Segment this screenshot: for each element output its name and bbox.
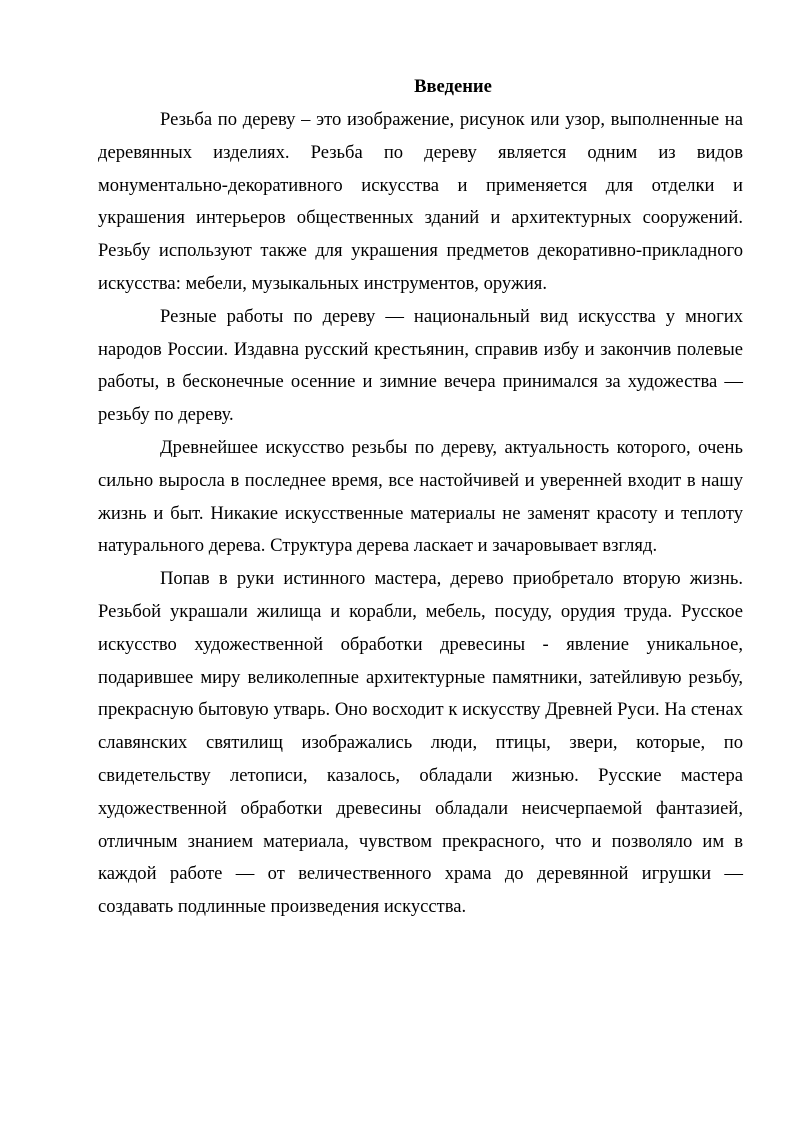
- paragraph-4: Попав в руки истинного мастера, дерево приобретало вторую жизнь. Резьбой украшали жилища и корабли, мебель, посуду, орудия труда. Русское искусство художественной обработки древесины - явление уникальное, подарившее миру великолепные архитектурные памятники, затейливую резьбу, прекрасную бытовую утварь. Оно восходит к искусству Древней Руси. На стенах славянских святилищ изображались люди, птицы, звери, которые, по свидетельству летописи, казалось, обладали жизнью. Русские мастера художественной обработки древесины обладали неисчерпаемой фантазией, отличным знанием материала, чувством прекрасного, что и позволяло им в каждой работе — от величественного храма до деревянной игрушки — создавать подлинные произведения искусства.: [98, 568, 743, 918]
- paragraph-1: Резьба по дереву – это изображение, рисунок или узор, выполненные на деревянных изделиях. Резьба по дереву является одним из видов монументально-декоративного искусства и применяется для отделки и украшения интерьеров общественных зданий и архитектурных сооружений. Резьбу используют также для украшения предметов декоративно-прикладного искусства: мебели, музыкальных инструментов, оружия.: [98, 109, 743, 294]
- document-body: [98, 104, 743, 924]
- paragraph-3: Древнейшее искусство резьбы по дереву, актуальность которого, очень сильно выросла в последнее время, все настойчивей и уверенней входит в нашу жизнь и быт. Никакие искусственные материалы не заменят красоту и теплоту натурального дерева. Структура дерева ласкает и зачаровывает взгляд.: [98, 436, 743, 557]
- paragraph-2: Резные работы по дереву — национальный вид искусства у многих народов России. Издавна русский крестьянин, справив избу и закончив полевые работы, в бесконечные осенние и зимние вечера принимался за художества — резьбу по дереву.: [98, 305, 743, 426]
- page-title: Введение: [414, 76, 492, 97]
